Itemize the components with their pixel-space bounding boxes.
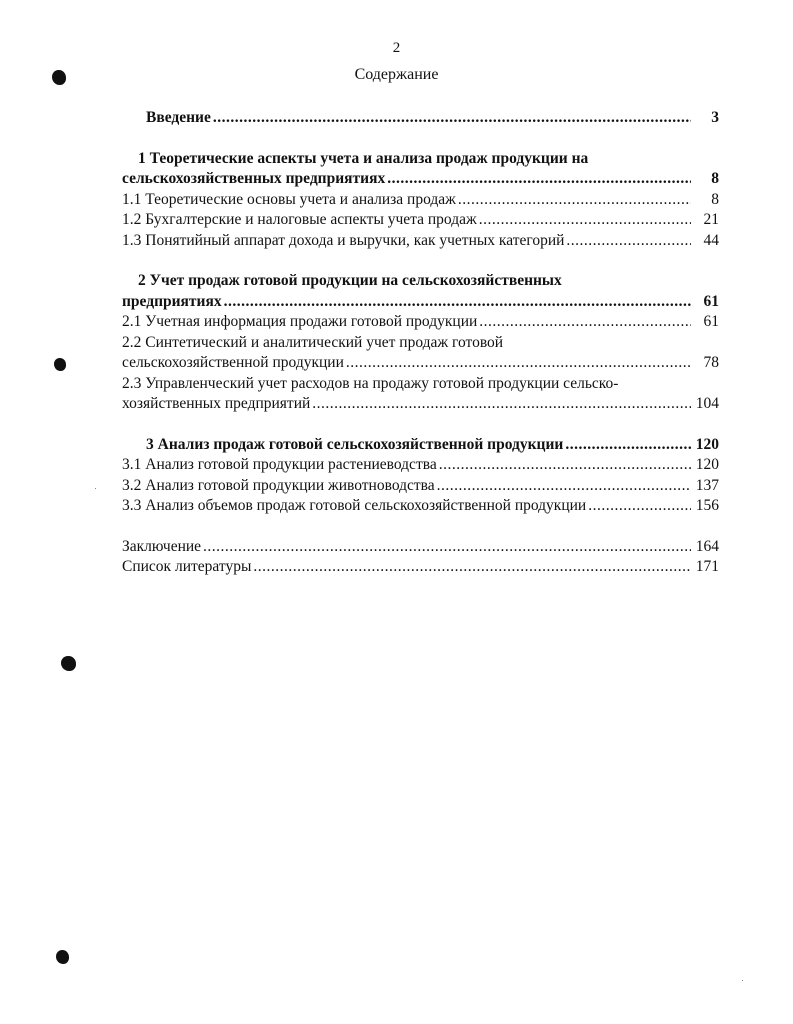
toc-page: 21	[703, 211, 719, 228]
toc-entry-1-3[interactable]	[122, 231, 719, 252]
scan-speck	[742, 980, 743, 981]
toc-page: 61	[703, 313, 719, 330]
punch-hole-mark	[56, 950, 69, 964]
dot-leader	[458, 190, 691, 211]
table-of-contents	[122, 108, 719, 578]
toc-chapter-2[interactable]	[122, 292, 719, 313]
page-number: 2	[392, 40, 401, 56]
punch-hole-mark	[61, 656, 76, 671]
dot-leader	[253, 557, 691, 578]
toc-label: 1.2 Бухгалтерские и налоговые аспекты учета продаж	[122, 211, 477, 228]
dot-leader	[566, 231, 691, 252]
toc-label: 3.1 Анализ готовой продукции растениеводства	[122, 456, 437, 473]
dot-leader	[224, 292, 691, 313]
toc-entry-2-3[interactable]	[122, 394, 719, 415]
toc-page: 78	[703, 354, 719, 371]
toc-entry-3-1[interactable]	[122, 455, 719, 476]
scan-speck	[95, 488, 96, 489]
dot-leader	[437, 476, 691, 497]
toc-label: сельскохозяйственных предприятиях	[122, 170, 386, 187]
punch-hole-mark	[54, 358, 66, 371]
dot-leader	[203, 537, 691, 558]
toc-page: 8	[711, 190, 719, 208]
toc-entry-2-3-title[interactable]: 2.3 Управленческий учет расходов на продажу готовой продукции сельско-	[122, 374, 619, 392]
dot-leader	[588, 496, 691, 517]
toc-label: 2.1 Учетная информация продажи готовой продукции	[122, 313, 478, 330]
toc-entry-3-2[interactable]	[122, 476, 719, 497]
toc-entry-1-2[interactable]	[122, 210, 719, 231]
toc-entry-3-3[interactable]	[122, 496, 719, 517]
dot-leader	[439, 455, 691, 476]
page-title: Содержание	[354, 66, 439, 83]
dot-leader	[346, 353, 691, 374]
punch-hole-mark	[52, 70, 66, 85]
toc-chapter-1-title[interactable]: 1 Теоретические аспекты учета и анализа продаж продукции на	[138, 149, 589, 167]
toc-label: 3 Анализ продаж готовой сельскохозяйственной продукции	[146, 435, 564, 453]
dot-leader	[479, 312, 691, 333]
dot-leader	[479, 210, 691, 231]
toc-page: 8	[711, 170, 719, 187]
toc-page: 164	[695, 537, 719, 555]
toc-label: Введение	[146, 109, 211, 126]
dot-leader	[213, 108, 691, 129]
toc-entry-conclusion[interactable]	[122, 537, 719, 558]
toc-chapter-3[interactable]	[122, 435, 719, 456]
toc-page: 156	[695, 497, 719, 514]
toc-label: Список литературы	[122, 558, 252, 575]
toc-label: 3.2 Анализ готовой продукции животноводства	[122, 476, 435, 494]
toc-label: 1.1 Теоретические основы учета и анализа продаж	[122, 190, 456, 208]
toc-entry-2-1[interactable]	[122, 312, 719, 333]
toc-label: Заключение	[122, 537, 202, 555]
toc-page: 120	[695, 435, 719, 453]
toc-page: 137	[695, 476, 719, 494]
dot-leader	[565, 435, 691, 456]
toc-label: хозяйственных предприятий	[122, 395, 311, 412]
toc-entry-1-1[interactable]	[122, 190, 719, 211]
toc-page: 120	[695, 456, 719, 473]
toc-label: предприятиях	[122, 292, 222, 310]
toc-entry-2-2[interactable]	[122, 353, 719, 374]
toc-entry-intro[interactable]	[122, 108, 719, 129]
toc-chapter-1[interactable]	[122, 169, 719, 190]
toc-label: 3.3 Анализ объемов продаж готовой сельскохозяйственной продукции	[122, 497, 587, 514]
toc-label: 1.3 Понятийный аппарат дохода и выручки, как учетных категорий	[122, 231, 565, 249]
toc-page: 44	[703, 231, 719, 249]
toc-entry-references[interactable]	[122, 557, 719, 578]
toc-label: сельскохозяйственной продукции	[122, 354, 344, 371]
dot-leader	[387, 169, 691, 190]
toc-page: 171	[695, 558, 719, 575]
toc-page: 3	[711, 109, 719, 126]
dot-leader	[312, 394, 691, 415]
toc-entry-2-2-title[interactable]: 2.2 Синтетический и аналитический учет продаж готовой	[122, 333, 504, 351]
toc-page: 61	[703, 292, 719, 310]
toc-page: 104	[695, 395, 719, 412]
toc-chapter-2-title[interactable]: 2 Учет продаж готовой продукции на сельскохозяйственных	[138, 272, 562, 289]
